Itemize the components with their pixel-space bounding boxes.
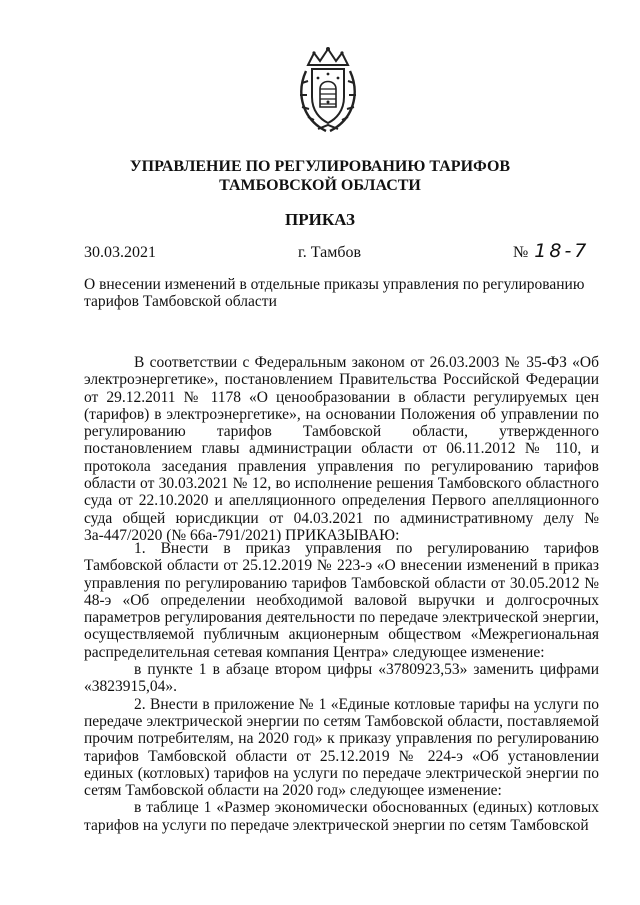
document-city: г. Тамбов [298,244,362,261]
order-item-1-change: в пункте 1 в абзаце втором цифры «3780923,53» заменить цифрами «3823915,04». [84,661,599,696]
document-type-title: ПРИКАЗ [285,210,355,229]
document-date: 30.03.2021 [84,244,156,261]
organization-name-line2: ТАМБОВСКОЙ ОБЛАСТИ [219,177,421,194]
tambov-coat-of-arms-icon [296,45,360,135]
document-subject: О внесении изменений в отдельные приказы управления по регулированию тарифов Тамбовской области [84,276,585,310]
order-item-2: 2. Внести в приложение № 1 «Единые котловые тарифы на услуги по передаче электрической энергии по сетям Тамбовской области, поставляемой прочим потребителям, на 2020 год» к приказу управления по регулированию тарифов Тамбовской области от 25.12.2019 № 224-э «Об установлении единых (котловых) тарифов на услуги по передаче электрической энергии по сетям Тамбовской области на 2020 год» следующее изменение: [84,695,599,800]
number-label: № [513,244,529,261]
organization-name-line1: УПРАВЛЕНИЕ ПО РЕГУЛИРОВАНИЮ ТАРИФОВ [129,158,511,175]
order-items-block [84,540,599,834]
order-item-2-change: в таблице 1 «Размер экономически обоснованных (единых) котловых тарифов на услуги по передаче электрической энергии по сетям Тамбовской [84,799,599,834]
order-item-1: 1. Внести в приказ управления по регулированию тарифов Тамбовской области от 25.12.2019 № 223-э «О внесении изменений в приказ управления по регулированию тарифов Тамбовской области от 30.05.2012 № 48-э «Об определении необходимой валовой выручки и долгосрочных параметров регулирования деятельности по передаче электрической энергии, осуществляемой публичным акционерным обществом «Межрегиональная распределительная сетевая компания Центра» следующее изменение: [84,540,599,661]
number-handwritten-value: 18-7 [534,240,590,262]
preamble-block [84,354,599,544]
preamble-paragraph: В соответствии с Федеральным законом от 26.03.2003 № 35-ФЗ «Об электроэнергетике», постановлением Правительства Российской Федерации от 29.12.2011 № 1178 «О ценообразовании в области регулируемых цен (тарифов) в электроэнергетике», на основании Положения об управлении по регулированию тарифов Тамбовской области, утвержденного постановлением главы администрации области от 06.11.2012 № 110, и протокола заседания правления управления по регулированию тарифов области от 30.03.2021 № 12, во исполнение решения Тамбовского областного суда от 22.10.2020 и апелляционного определения Первого апелляционного суда общей юрисдикции от 04.03.2021 по административному делу № 3а-447/2020 (№ 66а-791/2021) ПРИКАЗЫВАЮ: [84,354,599,544]
document-number [513,240,589,262]
